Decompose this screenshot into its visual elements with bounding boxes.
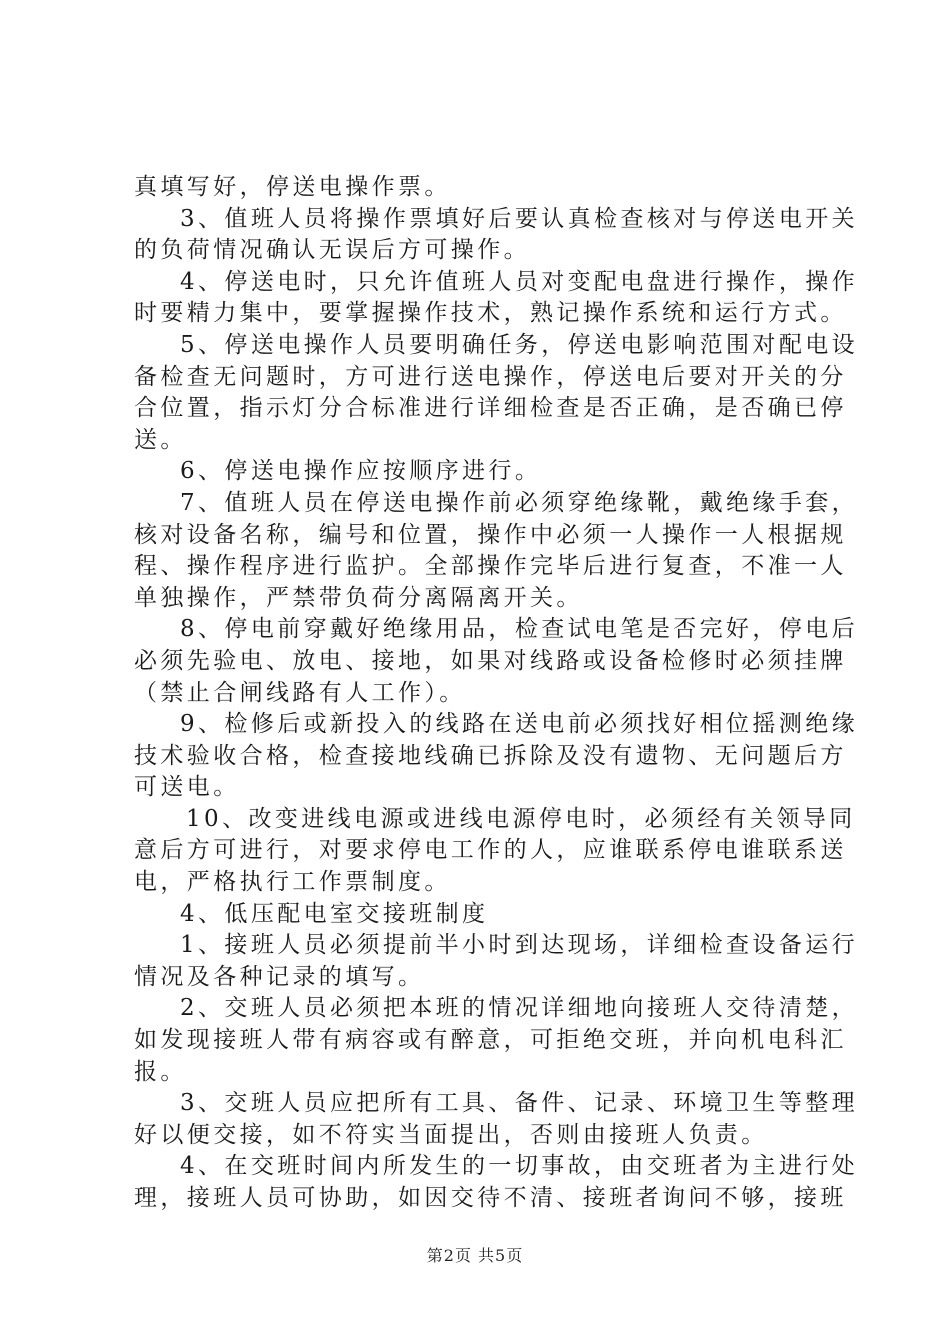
- text-line: 8、停电前穿戴好绝缘用品，检查试电笔是否完好，停电后: [180, 616, 859, 643]
- text-line: 真填写好，停送电操作票。: [134, 174, 451, 200]
- text-line: 7、值班人员在停送电操作前必须穿绝缘靴，戴绝缘手套，: [180, 489, 859, 516]
- text-line: 时要精力集中，要掌握操作技术，熟记操作系统和运行方式。: [134, 300, 847, 327]
- page-number: 第2页 共5页: [426, 1246, 524, 1265]
- text-line: 情况及各种记录的填写。: [134, 963, 425, 990]
- text-line: 4、停送电时，只允许值班人员对变配电盘进行操作，操作: [180, 268, 859, 295]
- text-line: 可送电。: [134, 774, 240, 801]
- text-line: 3、值班人员将操作票填好后要认真检查核对与停送电开关: [180, 205, 859, 232]
- text-line: 如发现接班人带有病容或有醉意，可拒绝交班，并向机电科汇: [134, 1027, 847, 1054]
- text-line: 程、操作程序进行监护。全部操作完毕后进行复查，不准一人: [134, 553, 847, 580]
- text-line: 3、交班人员应把所有工具、备件、记录、环境卫生等整理: [180, 1090, 859, 1117]
- text-line: 9、检修后或新投入的线路在送电前必须找好相位摇测绝缘: [180, 711, 859, 738]
- section-heading: 4、低压配电室交接班制度: [180, 900, 489, 927]
- text-line: 6、停送电操作应按顺序进行。: [180, 458, 542, 485]
- text-line: 报。: [134, 1058, 187, 1085]
- text-line: 合位置，指示灯分合标准进行详细检查是否正确，是否确已停: [134, 395, 847, 422]
- text-line: 意后方可进行，对要求停电工作的人，应谁联系停电谁联系送: [134, 837, 847, 864]
- text-line: 核对设备名称，编号和位置，操作中必须一人操作一人根据规: [134, 521, 847, 548]
- text-line: 好以便交接，如不符实当面提出，否则由接班人负责。: [134, 1121, 768, 1148]
- text-line: 的负荷情况确认无误后方可操作。: [134, 237, 530, 264]
- text-line: 单独操作，严禁带负荷分离隔离开关。: [134, 584, 583, 611]
- text-line: 4、在交班时间内所发生的一切事故，由交班者为主进行处: [180, 1153, 859, 1180]
- text-line: 10、改变进线电源或进线电源停电时，必须经有关领导同: [186, 805, 856, 832]
- document-body: [134, 172, 859, 1215]
- text-line: 2、交班人员必须把本班的情况详细地向接班人交待清楚，: [180, 995, 859, 1022]
- text-line: 技术验收合格，检查接地线确已拆除及没有遗物、无问题后方: [134, 742, 847, 769]
- text-line: 5、停送电操作人员要明确任务，停送电影响范围对配电设: [180, 331, 859, 358]
- text-line: 备检查无问题时，方可进行送电操作，停送电后要对开关的分: [134, 363, 847, 390]
- text-line: 1、接班人员必须提前半小时到达现场，详细检查设备运行: [180, 932, 859, 959]
- text-line: 理，接班人员可协助，如因交待不清、接班者询问不够，接班: [134, 1185, 847, 1211]
- text-line: （禁止合闸线路有人工作）。: [134, 679, 466, 706]
- text-line: 必须先验电、放电、接地，如果对线路或设备检修时必须挂牌: [134, 647, 847, 674]
- text-line: 电，严格执行工作票制度。: [134, 869, 451, 896]
- text-line: 送。: [134, 426, 187, 453]
